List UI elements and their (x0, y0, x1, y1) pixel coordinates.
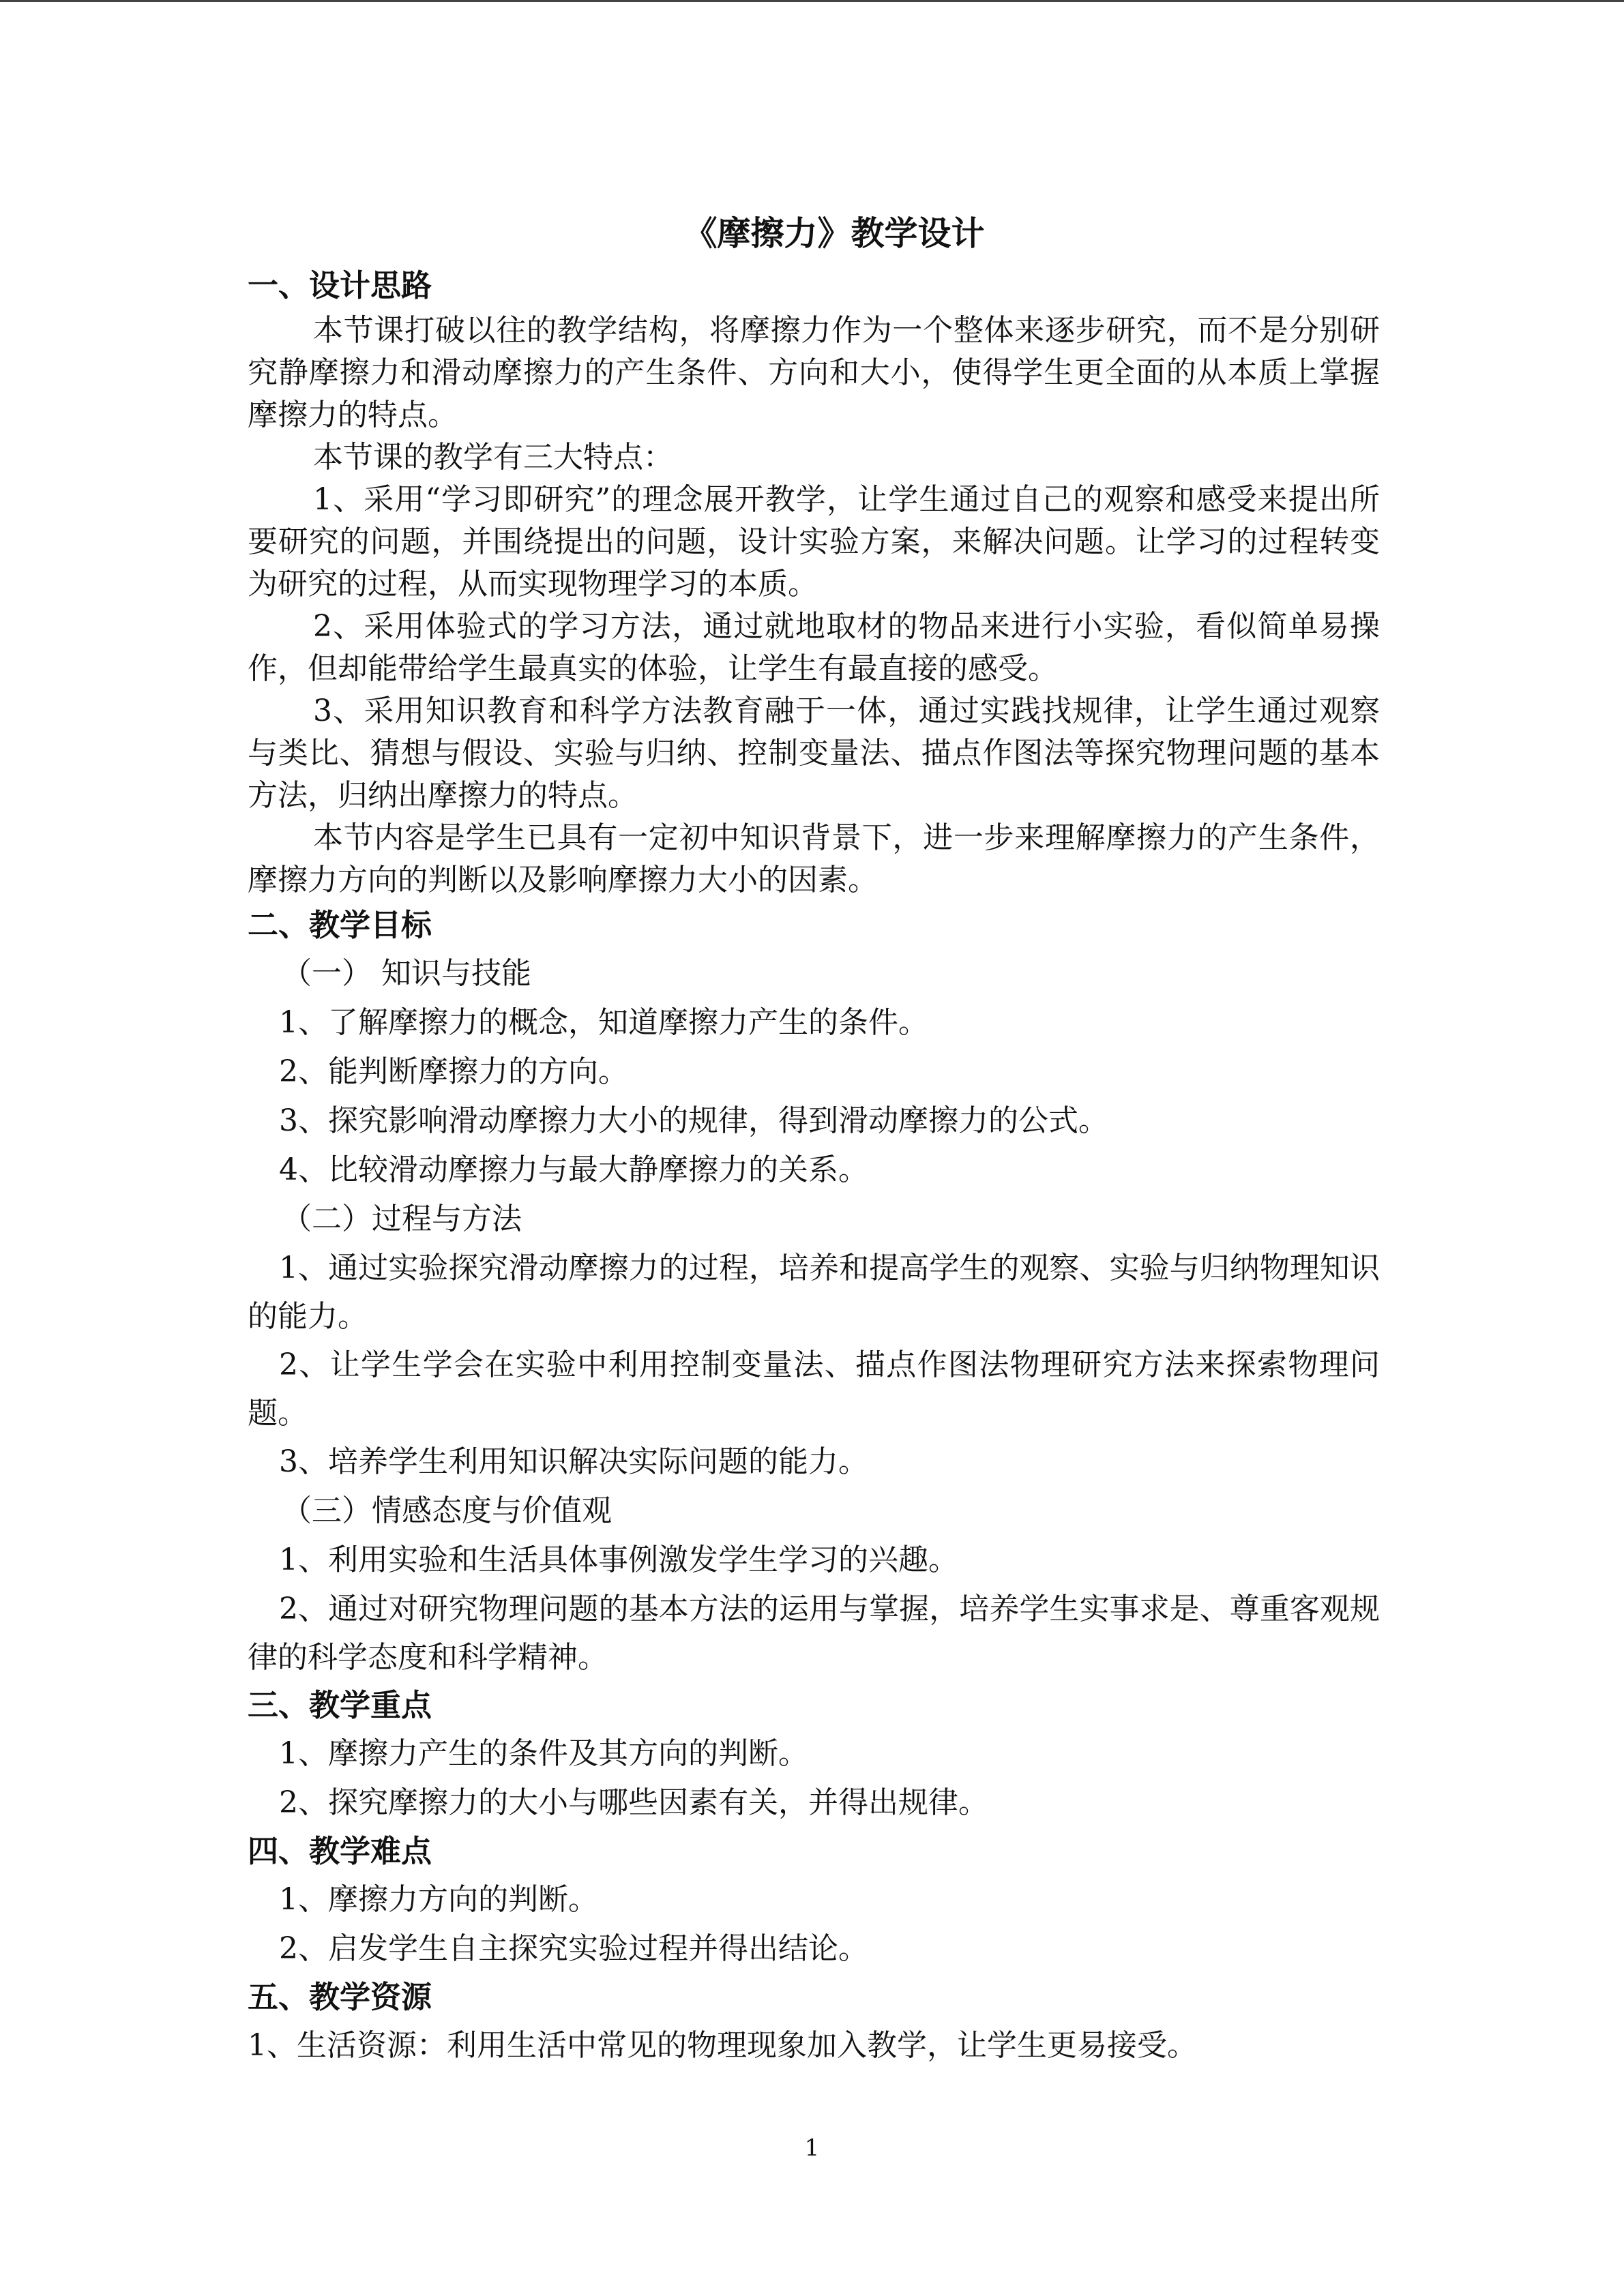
list-item: 1、了解摩擦力的概念，知道摩擦力产生的条件。 (279, 1005, 928, 1040)
list-item: 1、利用实验和生活具体事例激发学生学习的兴趣。 (279, 1542, 958, 1577)
section-heading-key-points: 三、教学重点 (248, 1687, 432, 1723)
document-page (248, 205, 1380, 2070)
list-item: 2、启发学生自主探究实验过程并得出结论。 (279, 1931, 868, 1966)
list-item: 1、通过实验探究滑动摩擦力的过程，培养和提高学生的观察、实验与归纳物理知识的能力。 (248, 1251, 1380, 1334)
list-item: 4、比较滑动摩擦力与最大静摩擦力的关系。 (279, 1152, 868, 1187)
paragraph: 3、采用知识教育和科学方法教育融于一体，通过实践找规律，让学生通过观察与类比、猜想与假设、实验与归纳、控制变量法、描点作图法等探究物理问题的基本方法，归纳出摩擦力的特点。 (248, 694, 1380, 813)
top-border (0, 0, 1624, 2)
subsection-title-knowledge: （一） 知识与技能 (282, 956, 531, 991)
list-item: 3、探究影响滑动摩擦力大小的规律，得到滑动摩擦力的公式。 (279, 1103, 1108, 1138)
paragraph: 1、采用“学习即研究”的理念展开教学，让学生通过自己的观察和感受来提出所要研究的问题，并围绕提出的问题，设计实验方案，来解决问题。让学习的过程转变为研究的过程，从而实现物理学习的本质。 (248, 482, 1380, 601)
paragraph: 本节课的教学有三大特点： (313, 440, 673, 475)
paragraph: 本节课打破以往的教学结构，将摩擦力作为一个整体来逐步研究，而不是分别研究静摩擦力和滑动摩擦力的产生条件、方向和大小，使得学生更全面的从本质上掌握摩擦力的特点。 (248, 313, 1380, 432)
list-item: 1、生活资源：利用生活中常见的物理现象加入教学，让学生更易接受。 (248, 2028, 1197, 2063)
subsection-title-process: （二）过程与方法 (282, 1202, 522, 1236)
section-heading-resources: 五、教学资源 (248, 1979, 432, 2015)
list-item: 1、摩擦力产生的条件及其方向的判断。 (279, 1736, 808, 1771)
paragraph: 2、采用体验式的学习方法，通过就地取材的物品来进行小实验，看似简单易操作，但却能带给学生最真实的体验，让学生有最直接的感受。 (248, 609, 1380, 686)
paragraph: 本节内容是学生已具有一定初中知识背景下，进一步来理解摩擦力的产生条件，摩擦力方向的判断以及影响摩擦力大小的因素。 (248, 820, 1380, 897)
list-item: 2、通过对研究物理问题的基本方法的运用与掌握，培养学生实事求是、尊重客观规律的科学态度和科学精神。 (248, 1592, 1380, 1675)
list-item: 2、能判断摩擦力的方向。 (279, 1054, 628, 1089)
document-title: 《摩擦力》教学设计 (683, 213, 985, 253)
list-item: 1、摩擦力方向的判断。 (279, 1882, 598, 1917)
section-heading-difficulties: 四、教学难点 (248, 1833, 432, 1869)
list-item: 3、培养学生利用知识解决实际问题的能力。 (279, 1444, 868, 1479)
subsection-title-emotion: （三）情感态度与价值观 (282, 1493, 612, 1528)
section-heading-goals: 二、教学目标 (248, 907, 432, 943)
list-item: 2、让学生学会在实验中利用控制变量法、描点作图法物理研究方法来探索物理问题。 (248, 1347, 1380, 1431)
page-number: 1 (804, 2134, 820, 2162)
list-item: 2、探究摩擦力的大小与哪些因素有关，并得出规律。 (279, 1785, 988, 1820)
section-heading-design: 一、设计思路 (248, 267, 432, 303)
